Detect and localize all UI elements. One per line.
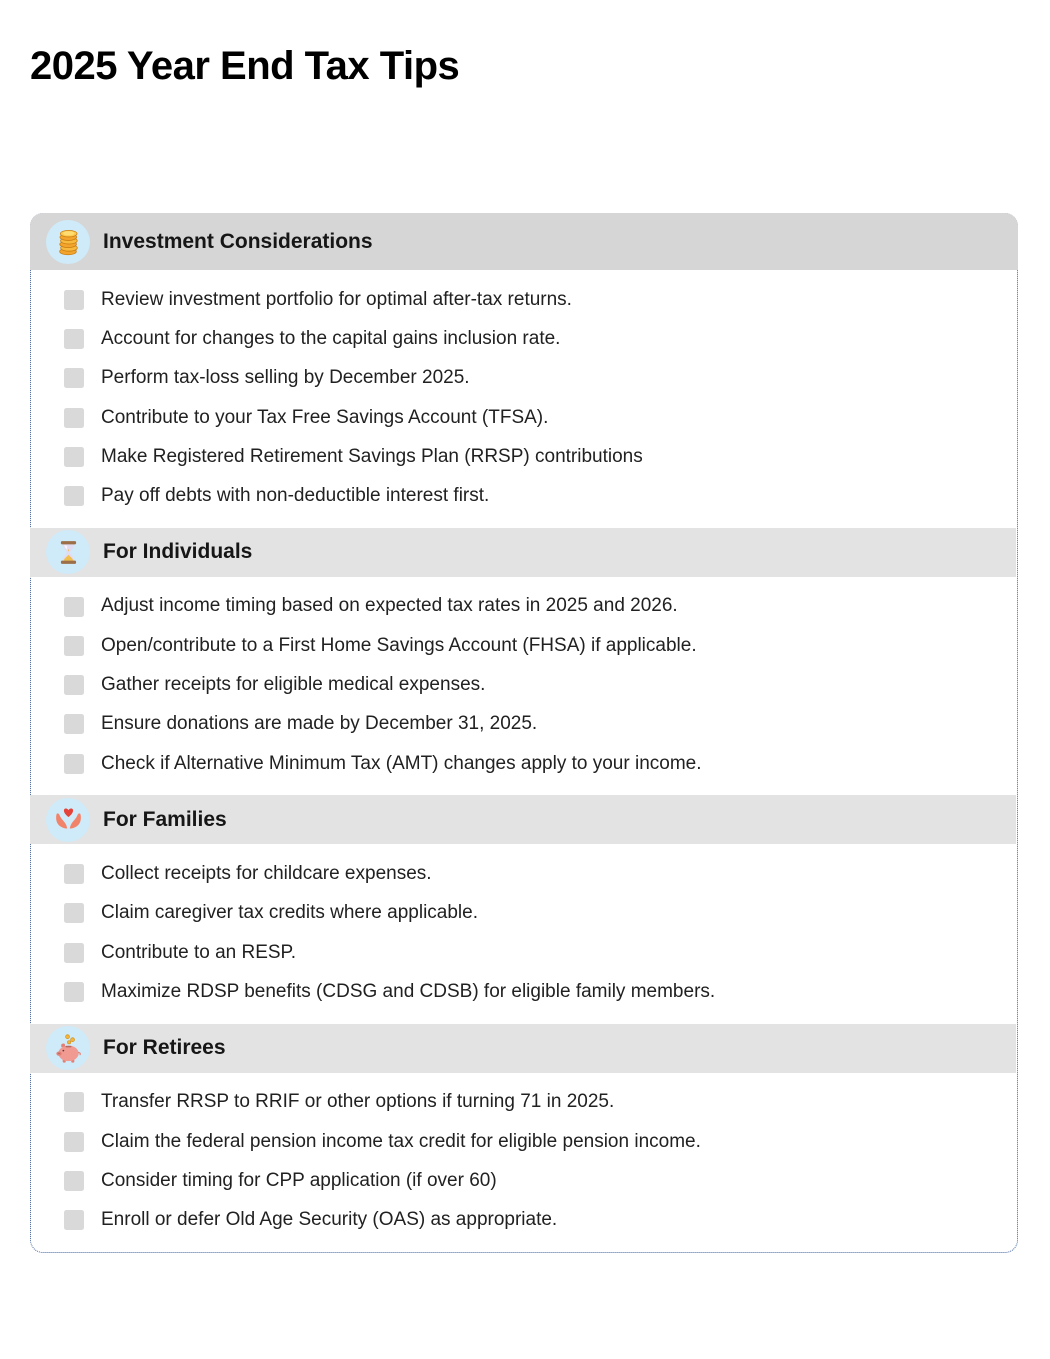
checkbox[interactable]	[64, 1132, 84, 1152]
section-items	[31, 270, 1017, 528]
checkbox[interactable]	[64, 1210, 84, 1230]
hourglass-icon	[46, 530, 90, 574]
checkbox[interactable]	[64, 982, 84, 1002]
tax-tips-checklist	[30, 213, 1018, 1253]
section-header	[30, 528, 1016, 577]
checklist-section	[31, 1024, 1017, 1252]
checklist-item-label: Consider timing for CPP application (if over 60)	[101, 1169, 497, 1191]
checklist-item-label: Perform tax-loss selling by December 2025.	[101, 367, 470, 389]
coins-icon	[46, 220, 90, 264]
checkbox[interactable]	[64, 290, 84, 310]
checkbox[interactable]	[64, 675, 84, 695]
section-items	[31, 577, 1017, 796]
checkbox[interactable]	[64, 1171, 84, 1191]
checklist-item	[31, 626, 1017, 665]
checklist-item	[31, 666, 1017, 705]
section-header	[30, 795, 1016, 844]
checklist-item	[31, 398, 1017, 437]
checklist-item	[31, 854, 1017, 893]
checklist-item-label: Review investment portfolio for optimal after-tax returns.	[101, 288, 572, 310]
checklist-section	[31, 213, 1017, 528]
checklist-item	[31, 1083, 1017, 1122]
section-title: For Retirees	[103, 1036, 226, 1060]
section-title: Investment Considerations	[103, 229, 373, 253]
checklist-item-label: Make Registered Retirement Savings Plan (RRSP) contributions	[101, 445, 643, 467]
checklist-item	[31, 1161, 1017, 1200]
section-items	[31, 1073, 1017, 1252]
checklist-section	[31, 795, 1017, 1023]
checklist-item-label: Maximize RDSP benefits (CDSG and CDSB) for eligible family members.	[101, 980, 716, 1002]
checkbox[interactable]	[64, 597, 84, 617]
checkbox[interactable]	[64, 408, 84, 428]
checklist-item-label: Claim caregiver tax credits where applicable.	[101, 902, 478, 924]
section-header	[30, 1024, 1016, 1073]
checklist-item	[31, 1201, 1017, 1240]
checkbox[interactable]	[64, 329, 84, 349]
checklist-item-label: Adjust income timing based on expected tax rates in 2025 and 2026.	[101, 595, 678, 617]
checkbox[interactable]	[64, 368, 84, 388]
page-title: 2025 Year End Tax Tips	[30, 44, 460, 88]
checklist-item	[31, 319, 1017, 358]
checkbox[interactable]	[64, 1092, 84, 1112]
checkbox[interactable]	[64, 486, 84, 506]
section-title: For Individuals	[103, 540, 253, 564]
checklist-item-label: Contribute to an RESP.	[101, 941, 297, 963]
checklist-item-label: Pay off debts with non-deductible interest first.	[101, 485, 490, 507]
checklist-item	[31, 705, 1017, 744]
checklist-item-label: Check if Alternative Minimum Tax (AMT) changes apply to your income.	[101, 752, 702, 774]
checklist-item-label: Contribute to your Tax Free Savings Account (TFSA).	[101, 406, 549, 428]
checkbox[interactable]	[64, 903, 84, 923]
checklist-item	[31, 587, 1017, 626]
checklist-item	[31, 933, 1017, 972]
piggy-bank-icon	[46, 1026, 90, 1070]
checkbox[interactable]	[64, 943, 84, 963]
section-header	[30, 213, 1018, 270]
checklist-item	[31, 894, 1017, 933]
checkbox[interactable]	[64, 714, 84, 734]
checklist-item-label: Enroll or defer Old Age Security (OAS) as appropriate.	[101, 1209, 558, 1231]
checklist-item-label: Gather receipts for eligible medical expenses.	[101, 674, 486, 696]
checkbox[interactable]	[64, 447, 84, 467]
checklist-item-label: Collect receipts for childcare expenses.	[101, 863, 432, 885]
checklist-item-label: Open/contribute to a First Home Savings Account (FHSA) if applicable.	[101, 634, 697, 656]
checklist-section	[31, 528, 1017, 796]
checklist-item	[31, 1122, 1017, 1161]
checklist-item	[31, 359, 1017, 398]
section-items	[31, 844, 1017, 1023]
checklist-item	[31, 280, 1017, 319]
checklist-item-label: Transfer RRSP to RRIF or other options if turning 71 in 2025.	[101, 1091, 615, 1113]
heart-hands-icon	[46, 798, 90, 842]
checklist-item	[31, 437, 1017, 476]
checklist-item	[31, 972, 1017, 1011]
checkbox[interactable]	[64, 754, 84, 774]
checklist-item	[31, 477, 1017, 516]
checklist-item-label: Ensure donations are made by December 31, 2025.	[101, 713, 538, 735]
checklist-item	[31, 744, 1017, 783]
checklist-item-label: Claim the federal pension income tax credit for eligible pension income.	[101, 1130, 701, 1152]
section-title: For Families	[103, 807, 227, 831]
checklist-item-label: Account for changes to the capital gains inclusion rate.	[101, 327, 561, 349]
checkbox[interactable]	[64, 636, 84, 656]
checkbox[interactable]	[64, 864, 84, 884]
